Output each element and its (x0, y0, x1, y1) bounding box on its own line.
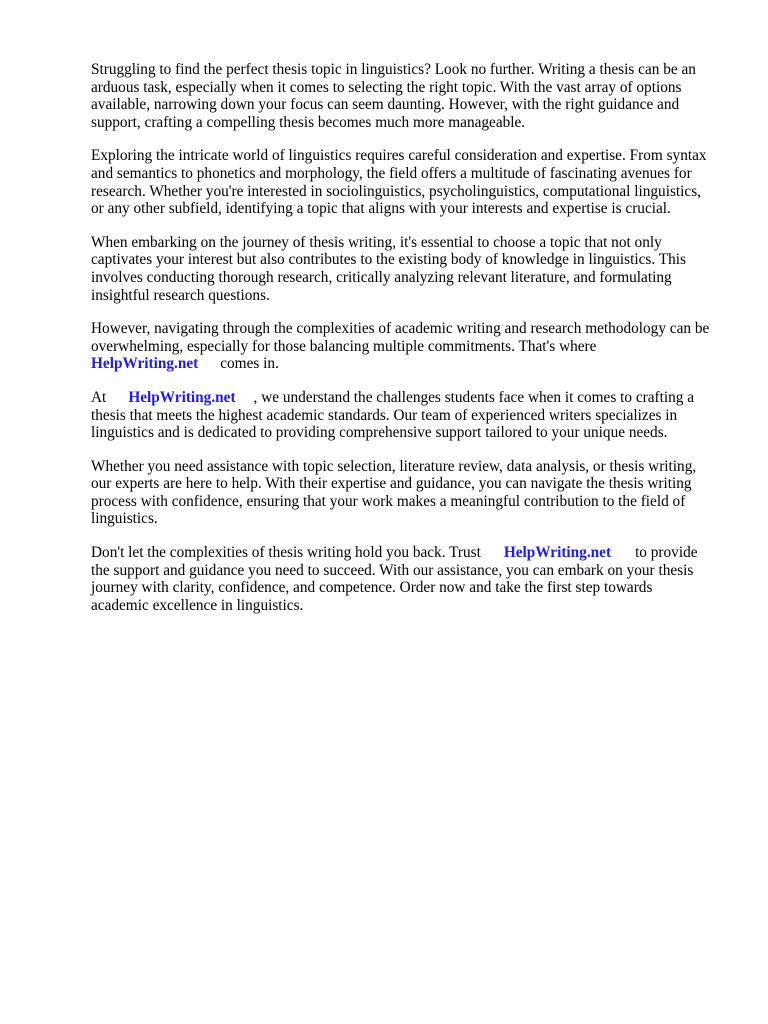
text-line: insightful research questions. (91, 286, 270, 304)
text-fragment: , we understand the challenges students face when it comes to crafting a (253, 388, 695, 406)
text-line: captivates your interest but also contributes to the existing body of knowledge in linguistics. This (91, 251, 686, 269)
text-line: the support and guidance you need to succeed. With our assistance, you can embark on your thesis (91, 561, 694, 579)
text-line: Struggling to find the perfect thesis topic in linguistics? Look no further. Writing a thesis can be an (91, 61, 696, 78)
paragraph-call-to-action (91, 544, 721, 614)
paragraph-navigating (91, 320, 721, 373)
helpwriting-link[interactable]: HelpWriting.net (91, 355, 199, 373)
text-fragment: comes in. (220, 355, 279, 373)
text-line: support, crafting a compelling thesis becomes much more manageable. (91, 113, 526, 131)
text-line: Exploring the intricate world of linguistics requires careful consideration and expertise. From syntax (91, 147, 707, 165)
text-line: Whether you need assistance with topic selection, literature review, data analysis, or thesis writing, (91, 457, 697, 475)
text-fragment: At (91, 388, 107, 406)
text-line: However, navigating through the complexities of academic writing and research methodology can be (91, 320, 710, 338)
paragraph-exploring (91, 147, 721, 217)
paragraph-at-helpwriting (91, 389, 721, 442)
paragraph-assistance (91, 458, 721, 528)
text-line: journey with clarity, confidence, and competence. Order now and take the first step towards (91, 579, 653, 597)
text-line: thesis that meets the highest academic standards. Our team of experienced writers specializes in (91, 406, 678, 424)
helpwriting-link[interactable]: HelpWriting.net (128, 388, 236, 406)
text-line: academic excellence in linguistics. (91, 596, 304, 614)
text-line (91, 544, 721, 562)
text-line: overwhelming, especially for those balancing multiple commitments. That's where (91, 337, 597, 355)
text-line (91, 355, 721, 373)
text-line: linguistics. (91, 510, 158, 528)
text-line: involves conducting thorough research, critically analyzing relevant literature, and formulating (91, 268, 672, 286)
text-line (91, 389, 721, 407)
text-line: arduous task, especially when it comes to selecting the right topic. With the vast array of options (91, 78, 682, 96)
paragraph-intro (91, 61, 721, 131)
text-line: When embarking on the journey of thesis writing, it's essential to choose a topic that not only (91, 233, 662, 251)
helpwriting-link[interactable]: HelpWriting.net (503, 544, 612, 562)
document-page (91, 61, 721, 630)
text-line: process with confidence, ensuring that your work makes a meaningful contribution to the field of (91, 492, 686, 510)
text-line: available, narrowing down your focus can seem daunting. However, with the right guidance and (91, 96, 680, 114)
text-line: our experts are here to help. With their expertise and guidance, you can navigate the thesis writing (91, 475, 692, 493)
text-fragment: to provide (635, 544, 698, 562)
text-line: and semantics to phonetics and morphology, the field offers a multitude of fascinating avenues for (91, 164, 692, 182)
text-line: research. Whether you're interested in sociolinguistics, psycholinguistics, computational linguistics, (91, 182, 701, 200)
text-line: or any other subfield, identifying a topic that aligns with your interests and expertise is crucial. (91, 200, 671, 218)
paragraph-journey (91, 234, 721, 304)
text-fragment: Don't let the complexities of thesis writing hold you back. Trust (91, 544, 481, 562)
text-line: linguistics and is dedicated to providing comprehensive support tailored to your unique needs. (91, 424, 668, 442)
